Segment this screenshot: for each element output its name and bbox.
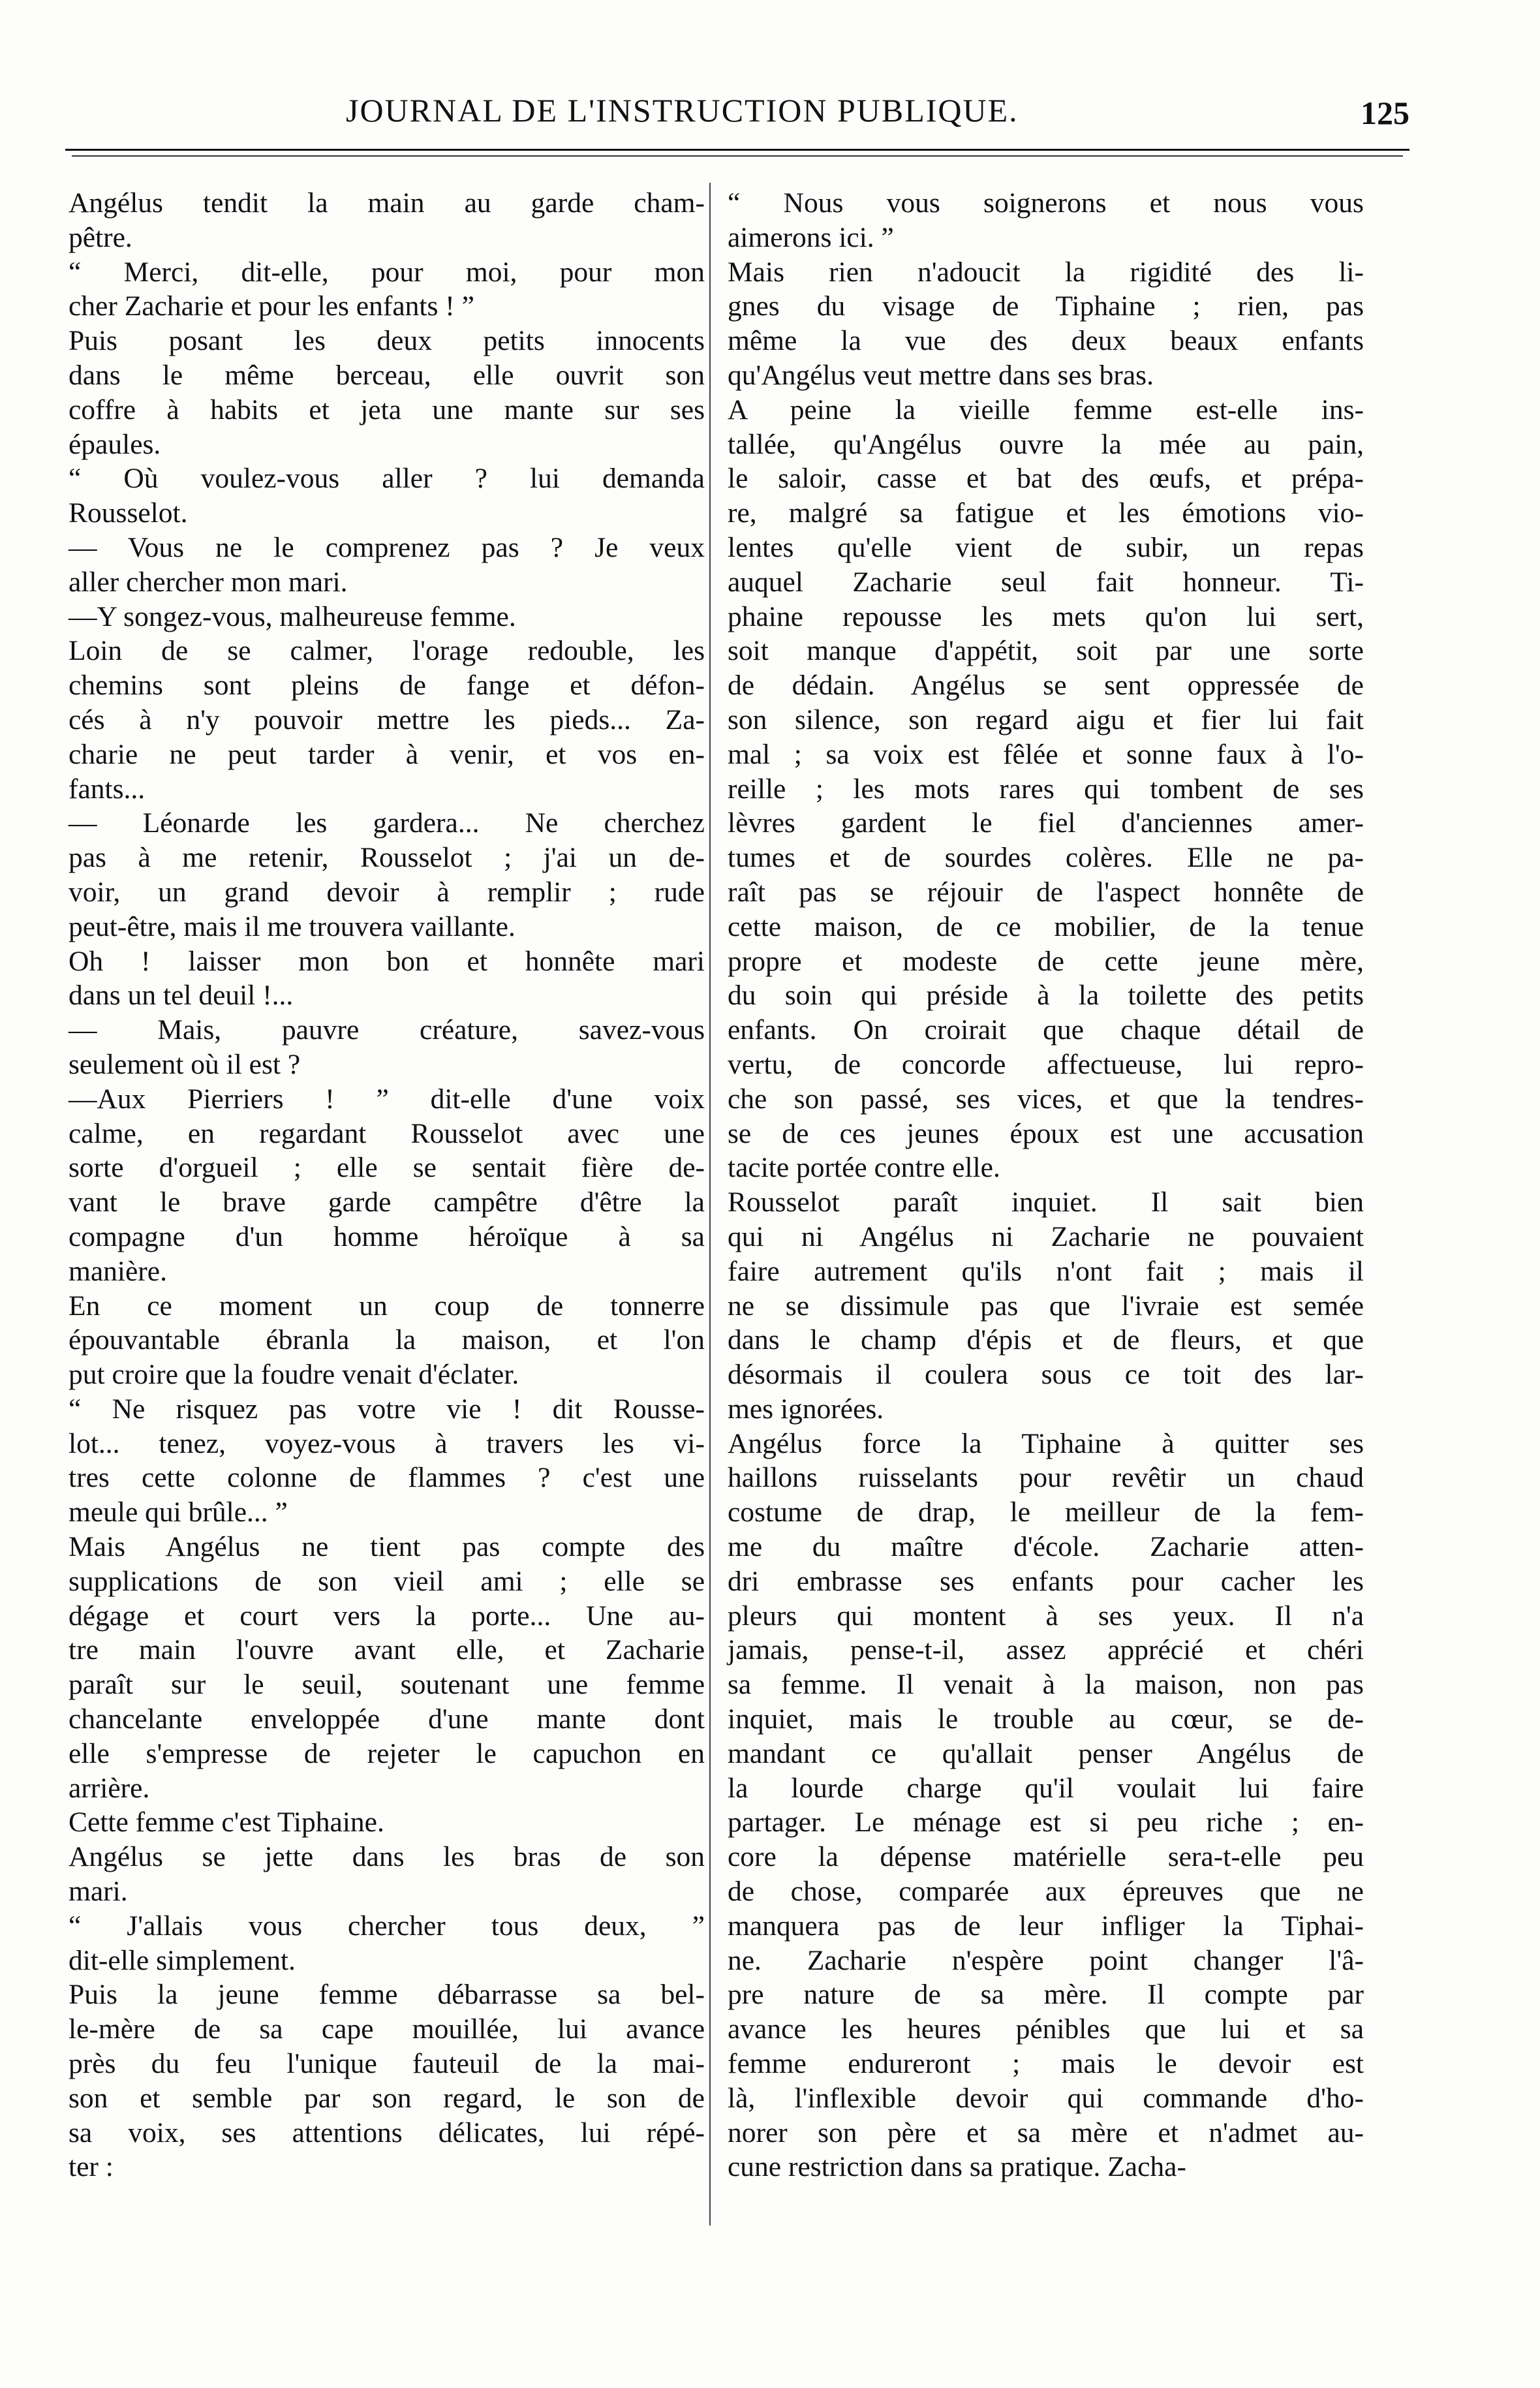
text-line: inquiet, mais le trouble au cœur, se de- (728, 1703, 1364, 1735)
text-line: désormais il coulera sous ce toit des lar- (728, 1359, 1364, 1391)
text-line: supplications de son vieil ami ; elle se (69, 1565, 705, 1597)
text-line: épouvantable ébranla la maison, et l'on (69, 1324, 705, 1356)
text-line: tre main l'ouvre avant elle, et Zacharie (69, 1634, 705, 1666)
text-line: sa femme. Il venait à la maison, non pas (728, 1669, 1364, 1701)
text-line: cher Zacharie et pour les enfants ! ” (69, 290, 474, 322)
text-line: soit manque d'appétit, soit par une sorte (728, 635, 1364, 667)
text-line: reille ; les mots rares qui tombent de ses (728, 773, 1364, 805)
text-line: — Mais, pauvre créature, savez-vous (69, 1014, 705, 1046)
text-line: aimerons ici. ” (728, 221, 894, 253)
text-line: de chose, comparée aux épreuves que ne (728, 1876, 1364, 1908)
text-line: pêtre. (69, 221, 132, 253)
text-line: femme endureront ; mais le devoir est (728, 2048, 1364, 2080)
text-line: le-mère de sa cape mouillée, lui avance (69, 2013, 705, 2045)
text-line: Puis la jeune femme débarrasse sa bel- (69, 1979, 705, 2011)
text-line: charie ne peut tarder à venir, et vos en- (69, 738, 705, 770)
text-line: pre nature de sa mère. Il compte par (728, 1979, 1364, 2011)
text-line: même la vue des deux beaux enfants (728, 325, 1364, 357)
text-line: Oh ! laisser mon bon et honnête mari (69, 945, 705, 977)
text-line: che son passé, ses vices, et que la tendres- (728, 1083, 1364, 1115)
text-line: son silence, son regard aigu et fier lui fait (728, 704, 1364, 736)
text-line: tres cette colonne de flammes ? c'est une (69, 1462, 705, 1494)
text-line: vant le brave garde campêtre d'être la (69, 1186, 705, 1218)
text-line: enfants. On croirait que chaque détail de (728, 1014, 1364, 1046)
text-line: lèvres gardent le fiel d'anciennes amer- (728, 807, 1364, 839)
text-line: auquel Zacharie seul fait honneur. Ti- (728, 566, 1364, 598)
text-line: ter : (69, 2151, 114, 2183)
text-line: Rousselot paraît inquiet. Il sait bien (728, 1186, 1364, 1218)
text-line: dégage et court vers la porte... Une au- (69, 1600, 705, 1632)
text-line: gnes du visage de Tiphaine ; rien, pas (728, 290, 1364, 322)
left-column (69, 186, 705, 2184)
text-line: Puis posant les deux petits innocents (69, 325, 705, 357)
text-line: cune restriction dans sa pratique. Zacha- (728, 2151, 1186, 2183)
text-line: pleurs qui montent à ses yeux. Il n'a (728, 1600, 1364, 1632)
text-line: du soin qui préside à la toilette des petits (728, 980, 1364, 1012)
text-line: dans le champ d'épis et de fleurs, et que (728, 1324, 1364, 1356)
text-line: haillons ruisselants pour revêtir un chaud (728, 1462, 1364, 1494)
page-number: 125 (1361, 95, 1409, 131)
text-line: Rousselot. (69, 497, 188, 529)
text-line: phaine repousse les mets qu'on lui sert, (728, 600, 1364, 632)
text-line: “ Où voulez-vous aller ? lui demanda (69, 463, 705, 495)
text-line: fants... (69, 773, 146, 805)
text-line: peut-être, mais il me trouvera vaillante. (69, 910, 516, 942)
text-line: norer son père et sa mère et n'admet au- (728, 2117, 1364, 2148)
text-line: se de ces jeunes époux est une accusation (728, 1117, 1364, 1149)
text-line: — Léonarde les gardera... Ne cherchez (69, 807, 705, 839)
column-divider (709, 183, 711, 2225)
text-line: “ Ne risquez pas votre vie ! dit Rousse- (69, 1393, 705, 1425)
text-line: meule qui brûle... ” (69, 1496, 288, 1528)
text-line: costume de drap, le meilleur de la fem- (728, 1496, 1364, 1528)
text-line: coffre à habits et jeta une mante sur ses (69, 394, 705, 426)
text-line: faire autrement qu'ils n'ont fait ; mais il (728, 1255, 1364, 1287)
text-line: son et semble par son regard, le son de (69, 2082, 705, 2114)
text-line: —Aux Pierriers ! ” dit-elle d'une voix (69, 1083, 705, 1115)
text-line: mari. (69, 1876, 128, 1908)
text-line: — Vous ne le comprenez pas ? Je veux (69, 531, 705, 563)
text-line: Angélus force la Tiphaine à quitter ses (728, 1427, 1364, 1459)
text-line: dans un tel deuil !... (69, 980, 294, 1012)
text-line: dit-elle simplement. (69, 1944, 296, 1976)
text-line: tacite portée contre elle. (728, 1152, 1000, 1184)
text-line: —Y songez-vous, malheureuse femme. (69, 600, 516, 632)
text-line: elle s'empresse de rejeter le capuchon en (69, 1737, 705, 1769)
text-line: me du maître d'école. Zacharie atten- (728, 1531, 1364, 1563)
text-line: dans le même berceau, elle ouvrit son (69, 359, 705, 391)
header-rule-secondary (72, 155, 1403, 157)
text-line: lot... tenez, voyez-vous à travers les vi- (69, 1427, 705, 1459)
text-line: mandant ce qu'allait penser Angélus de (728, 1737, 1364, 1769)
text-line: qui ni Angélus ni Zacharie ne pouvaient (728, 1220, 1364, 1252)
text-line: sorte d'orgueil ; elle se sentait fière de- (69, 1152, 705, 1184)
text-line: “ J'allais vous chercher tous deux, ” (69, 1910, 705, 1942)
text-line: A peine la vieille femme est-elle ins- (728, 394, 1364, 426)
header-rule (65, 149, 1409, 151)
journal-title: JOURNAL DE L'INSTRUCTION PUBLIQUE. (346, 92, 1019, 129)
text-line: paraît sur le seuil, soutenant une femme (69, 1669, 705, 1701)
text-line: put croire que la foudre venait d'éclater. (69, 1359, 519, 1391)
text-line: tallée, qu'Angélus ouvre la mée au pain, (728, 428, 1364, 460)
text-line: mes ignorées. (728, 1393, 884, 1425)
text-line: partager. Le ménage est si peu riche ; en- (728, 1807, 1364, 1838)
right-column (728, 186, 1364, 2184)
text-line: re, malgré sa fatigue et les émotions vio- (728, 497, 1364, 529)
text-line: Angélus tendit la main au garde cham- (69, 187, 705, 219)
page-header (65, 91, 1409, 144)
text-line: près du feu l'unique fauteuil de la mai- (69, 2048, 705, 2080)
text-line: propre et modeste de cette jeune mère, (728, 945, 1364, 977)
text-line: compagne d'un homme héroïque à sa (69, 1220, 705, 1252)
text-line: core la dépense matérielle sera-t-elle peu (728, 1841, 1364, 1873)
text-line: pas à me retenir, Rousselot ; j'ai un de- (69, 842, 705, 874)
text-line: arrière. (69, 1772, 150, 1804)
text-line: voir, un grand devoir à remplir ; rude (69, 876, 705, 908)
text-line: manière. (69, 1255, 167, 1287)
text-line: là, l'inflexible devoir qui commande d'ho- (728, 2082, 1364, 2114)
text-line: le saloir, casse et bat des œufs, et prépa- (728, 463, 1364, 495)
text-line: qu'Angélus veut mettre dans ses bras. (728, 359, 1154, 391)
text-line: Mais rien n'adoucit la rigidité des li- (728, 256, 1364, 288)
text-line: cette maison, de ce mobilier, de la tenue (728, 910, 1364, 942)
text-line: seulement où il est ? (69, 1048, 301, 1080)
text-line: la lourde charge qu'il voulait lui faire (728, 1772, 1364, 1804)
text-line: calme, en regardant Rousselot avec une (69, 1117, 705, 1149)
text-line: Loin de se calmer, l'orage redouble, les (69, 635, 705, 667)
text-line: Mais Angélus ne tient pas compte des (69, 1531, 705, 1563)
text-line: lentes qu'elle vient de subir, un repas (728, 531, 1364, 563)
text-line: ne. Zacharie n'espère point changer l'â- (728, 1944, 1364, 1976)
text-line: de dédain. Angélus se sent oppressée de (728, 670, 1364, 702)
text-line: vertu, de concorde affectueuse, lui repro- (728, 1048, 1364, 1080)
text-line: mal ; sa voix est fêlée et sonne faux à l'o- (728, 738, 1364, 770)
text-line: raît pas se réjouir de l'aspect honnête de (728, 876, 1364, 908)
text-line: Angélus se jette dans les bras de son (69, 1841, 705, 1873)
text-line: jamais, pense-t-il, assez apprécié et chéri (728, 1634, 1364, 1666)
text-line: avance les heures pénibles que lui et sa (728, 2013, 1364, 2045)
text-line: dri embrasse ses enfants pour cacher les (728, 1565, 1364, 1597)
text-line: sa voix, ses attentions délicates, lui répé- (69, 2117, 705, 2148)
text-line: tumes et de sourdes colères. Elle ne pa- (728, 842, 1364, 874)
text-line: “ Merci, dit-elle, pour moi, pour mon (69, 256, 705, 288)
text-line: Cette femme c'est Tiphaine. (69, 1807, 384, 1838)
text-line: “ Nous vous soignerons et nous vous (728, 187, 1364, 219)
text-line: ne se dissimule pas que l'ivraie est semée (728, 1290, 1364, 1322)
text-line: cés à n'y pouvoir mettre les pieds... Za- (69, 704, 705, 736)
text-line: En ce moment un coup de tonnerre (69, 1290, 705, 1322)
text-line: chemins sont pleins de fange et défon- (69, 670, 705, 702)
text-line: manquera pas de leur infliger la Tiphai- (728, 1910, 1364, 1942)
text-line: chancelante enveloppée d'une mante dont (69, 1703, 705, 1735)
text-line: épaules. (69, 428, 161, 460)
text-line: aller chercher mon mari. (69, 566, 348, 598)
